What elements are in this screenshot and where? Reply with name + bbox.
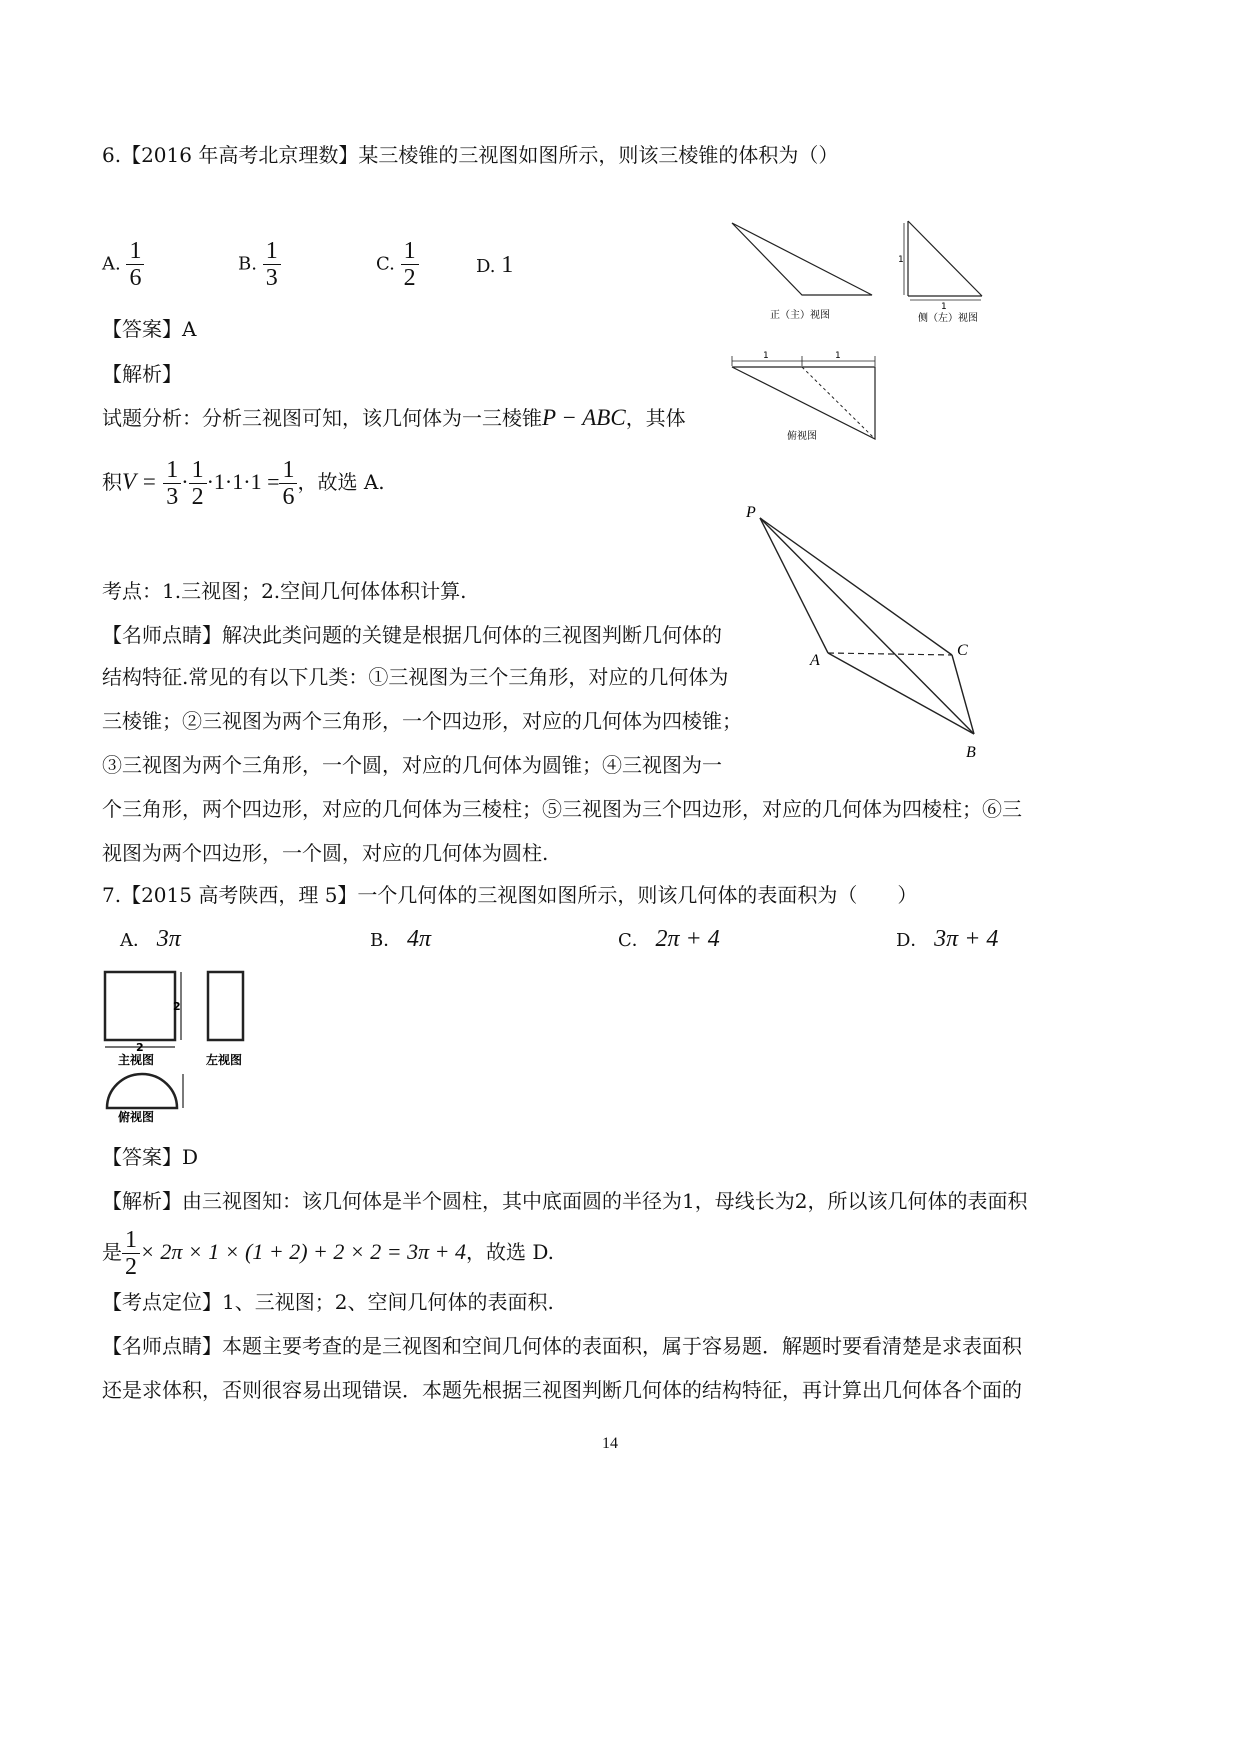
q6-analysis-line2: 积V = $\frac{1}{3}$ · $\frac{1}{2}$ ·1·1·1 = $\frac{1}{6}$ ，故选 A. [102, 457, 385, 510]
math-expr: ·1·1·1 = [206, 469, 280, 494]
edge-pb [760, 518, 974, 734]
dim-label: 1 [941, 302, 947, 312]
vertex-label-a: A [810, 652, 820, 669]
vertex-label-b: B [966, 744, 976, 761]
q7-option-c [618, 924, 720, 956]
text-segment: ，故选 A. [297, 470, 385, 494]
option-value: 1 [501, 252, 514, 278]
side-edge [908, 221, 982, 296]
q6-option-d [476, 250, 513, 282]
frac-den: 2 [125, 1254, 137, 1280]
frac-den: 2 [403, 265, 416, 291]
q7-option-a [120, 924, 181, 956]
option-letter: A． [120, 930, 151, 951]
q7-option-d [896, 924, 998, 956]
q7-title: 7.【2015 高考陕西，理 5】一个几何体的三视图如图所示，则该几何体的表面积为（ ） [102, 883, 918, 907]
text-segment: ，故选 D. [465, 1240, 555, 1264]
math-expr: × 2π × 1 × (1 + 2) + 2 × 2 = 3π + 4 [140, 1239, 466, 1264]
front-view-square [105, 972, 175, 1040]
q6-kaodian: 考点：1.三视图；2.空间几何体体积计算. [102, 579, 467, 603]
dim-label: 1 [763, 351, 769, 361]
q7-tips-line: 【名师点睛】本题主要考查的是三视图和空间几何体的表面积，属于容易题．解题时要看清楚是求表面积 [102, 1334, 1022, 1358]
frac-den: 3 [166, 484, 179, 510]
q6-tips-line: 三棱锥；②三视图为两个三角形，一个四边形，对应的几何体为四棱锥； [102, 709, 742, 733]
frac-num: 1 [401, 238, 419, 265]
q6-answer: 【答案】A [102, 317, 197, 341]
vertex-label-p: P [746, 504, 756, 521]
top-view-label: 俯视图 [118, 1110, 155, 1124]
q6-option-c [376, 238, 419, 291]
left-view-rect [208, 972, 243, 1040]
option-value: 4π [406, 926, 431, 952]
text-segment: ，其体 [625, 406, 686, 430]
frac-den: 6 [282, 484, 295, 510]
q6-option-a [102, 238, 144, 291]
front-view-label: 主视图 [118, 1053, 155, 1067]
q6-tips-line: 【名师点睛】解决此类问题的关键是根据几何体的三视图判断几何体的 [102, 623, 722, 647]
option-letter: D. [476, 256, 496, 277]
math-expr: P − ABC [542, 405, 626, 430]
frac-num: 1 [163, 457, 181, 484]
option-value: 2π + 4 [655, 926, 720, 952]
q7-analysis-line1: 【解析】由三视图知：该几何体是半个圆柱，其中底面圆的半径为1，母线长为2，所以该几何体的表面积 [102, 1189, 1028, 1213]
option-letter: C． [618, 930, 650, 951]
q7-kaodian: 【考点定位】1、三视图；2、空间几何体的表面积. [102, 1290, 554, 1314]
frac-den: 2 [191, 484, 204, 510]
option-value: 3π [156, 926, 181, 952]
text-segment: 试题分析：分析三视图可知，该几何体为一三棱锥 [102, 406, 542, 430]
q6-pyramid-figure [740, 500, 980, 760]
frac-den: 3 [265, 265, 278, 291]
side-view-label: 侧（左）视图 [918, 313, 978, 324]
option-letter: B. [238, 253, 257, 275]
text-segment: 是 [102, 1240, 122, 1264]
q6-analysis-line1 [102, 404, 686, 432]
option-letter: C. [376, 253, 395, 275]
frac-num: 1 [122, 1227, 140, 1254]
q6-tips-line: ③三视图为两个三角形，一个圆，对应的几何体为圆锥；④三视图为一 [102, 753, 722, 777]
q6-title: 6.【2016 年高考北京理数】某三棱锥的三视图如图所示，则该三棱锥的体积为（） [102, 143, 839, 167]
edge-pa [760, 518, 828, 653]
option-value: 3π + 4 [934, 926, 999, 952]
q7-answer: 【答案】D [102, 1145, 199, 1169]
top-view-semicircle [107, 1074, 177, 1108]
top-view-triangle [732, 367, 875, 439]
dim-label: 1 [898, 255, 904, 265]
q6-option-b [238, 238, 281, 291]
top-view-label: 俯视图 [787, 431, 817, 442]
frac-den: 6 [129, 265, 142, 291]
frac-num: 1 [126, 238, 144, 265]
q6-three-view-figure [725, 215, 995, 445]
option-letter: A. [102, 253, 121, 275]
option-letter: D． [896, 930, 929, 951]
frac-num: 1 [279, 457, 297, 484]
edge-ac-hidden [828, 653, 952, 655]
frac-num: 1 [189, 457, 207, 484]
q6-tips-line: 结构特征.常见的有以下几类：①三视图为三个三角形，对应的几何体为 [102, 665, 729, 689]
q6-analysis-label: 【解析】 [102, 362, 182, 386]
front-view-label: 正（主）视图 [770, 310, 830, 321]
q7-tips-line: 还是求体积，否则很容易出现错误．本题先根据三视图判断几何体的结构特征，再计算出几何体各个面的 [102, 1378, 1022, 1402]
q7-analysis-line2 [102, 1226, 554, 1280]
edge-pc [760, 518, 952, 655]
q7-three-view-figure [100, 966, 260, 1126]
dim-label: 2 [136, 1041, 144, 1054]
q6-tips-line: 个三角形，两个四边形，对应的几何体为三棱柱；⑤三视图为三个四边形，对应的几何体为四棱柱；⑥三 [102, 797, 1022, 821]
text-segment: 积 [102, 470, 122, 494]
option-letter: B． [370, 930, 402, 951]
left-view-label: 左视图 [206, 1053, 243, 1067]
dim-label: 2 [173, 1000, 181, 1013]
page-number: 14 [602, 1435, 618, 1452]
frac-num: 1 [263, 238, 281, 265]
front-view-triangle [732, 223, 872, 295]
math-expr: V = [122, 469, 157, 494]
q6-tips-line: 视图为两个四边形，一个圆，对应的几何体为圆柱. [102, 841, 549, 865]
dim-label: 1 [835, 351, 841, 361]
vertex-label-c: C [957, 642, 968, 659]
q7-option-b [370, 924, 431, 956]
edge-ab [828, 653, 974, 734]
top-view-hidden-edge [802, 367, 875, 439]
